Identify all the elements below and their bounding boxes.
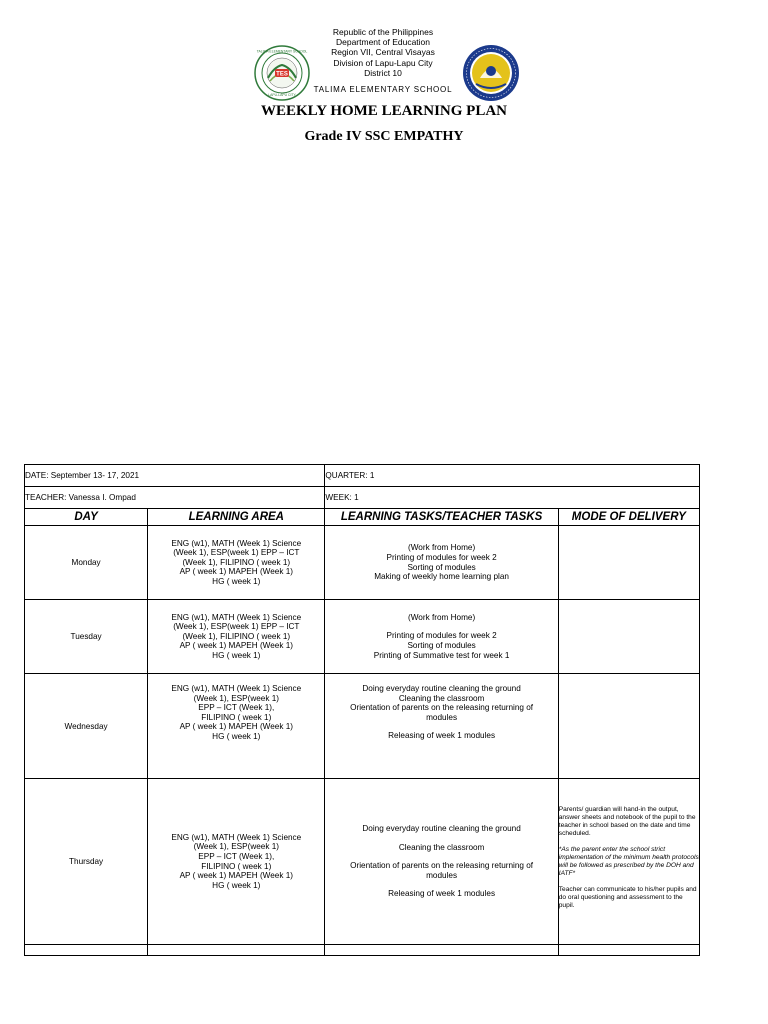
learning-tasks-cell [325, 600, 558, 674]
task-line: (Work from Home) [408, 543, 476, 553]
letterhead-line: Republic of the Philippines [332, 27, 434, 37]
task-line: Sorting of modules [407, 641, 476, 650]
task-line: modules [426, 870, 458, 880]
spacer [325, 722, 557, 731]
letterhead [0, 0, 768, 150]
letterhead-line: Region VII, Central Visayas [331, 47, 435, 58]
letterhead-line: District 10 [364, 67, 402, 78]
learning-area-line: AP ( week 1) MAPEH (Week 1) [179, 641, 294, 651]
school-name: TALIMA ELEMENTARY SCHOOL [313, 85, 453, 94]
letterhead-lines [300, 27, 466, 78]
learning-area-line: FILIPINO ( week 1) [201, 712, 272, 722]
week-cell: WEEK: 1 [325, 487, 700, 509]
day-cell: Monday [25, 526, 148, 600]
mode-of-delivery-cell [558, 674, 699, 779]
day-cell [25, 945, 148, 956]
learning-area-line: EPP – ICT (Week 1), [198, 703, 275, 713]
learning-area-line: EPP – ICT (Week 1), [198, 851, 275, 861]
column-header-learning-area: LEARNING AREA [148, 509, 325, 526]
spacer [325, 852, 557, 861]
division-seal-logo [462, 44, 520, 102]
task-line: Cleaning the classroom [398, 693, 485, 703]
task-line: Doing everyday routine cleaning the ground [362, 684, 521, 693]
task-line: Printing of modules for week 2 [386, 631, 497, 641]
learning-area-line: FILIPINO ( week 1) [201, 861, 272, 871]
learning-area-line: (Week 1), ESP(week 1) [193, 842, 279, 852]
learning-area-line: HG ( week 1) [212, 731, 261, 741]
learning-tasks-cell [325, 779, 558, 945]
learning-tasks-cell [325, 674, 558, 779]
learning-area-line: ENG (w1), MATH (Week 1) Science [171, 684, 302, 693]
table-row-monday [25, 526, 700, 600]
task-line: Cleaning the classroom [398, 842, 485, 852]
learning-area-line: HG ( week 1) [212, 576, 261, 586]
document-subtitle: Grade IV SSC EMPATHY [304, 129, 464, 144]
learning-area-cell [148, 945, 325, 956]
day-cell: Wednesday [25, 674, 148, 779]
quarter-cell: QUARTER: 1 [325, 465, 700, 487]
info-row-teacher [25, 487, 700, 509]
learning-tasks-cell [325, 526, 558, 600]
teacher-cell: TEACHER: Vanessa I. Ompad [25, 487, 325, 509]
seal-bottom-text: LAPU-LAPU CITY [268, 93, 296, 97]
column-header-day: DAY [25, 509, 148, 526]
table-row-partial [25, 945, 700, 956]
table-row-wednesday [25, 674, 700, 779]
learning-plan-table [24, 464, 700, 956]
task-line: Releasing of week 1 modules [388, 731, 496, 741]
learning-area-line: AP ( week 1) MAPEH (Week 1) [179, 722, 294, 732]
learning-area-cell [148, 779, 325, 945]
letterhead-line: Division of Lapu-Lapu City [333, 57, 433, 68]
learning-area-line: (Week 1), ESP(week 1) EPP – ICT [173, 622, 300, 632]
info-row-date [25, 465, 700, 487]
spacer [325, 834, 557, 843]
learning-area-line: (Week 1), FILIPINO ( week 1) [182, 557, 291, 567]
learning-tasks-cell [325, 945, 558, 956]
learning-area-line: ENG (w1), MATH (Week 1) Science [171, 612, 302, 622]
mode-of-delivery-cell [558, 600, 699, 674]
learning-area-cell [148, 526, 325, 600]
document-title: WEEKLY HOME LEARNING PLAN [260, 103, 507, 119]
mode-of-delivery-cell [558, 779, 699, 945]
task-line: Printing of modules for week 2 [386, 552, 497, 562]
mode-paragraph-health-protocol: *As the parent enter the school strict implementation of the minimum health protocols will be followed as prescribed by the DOH and IATF* [558, 845, 699, 877]
table-row-thursday [25, 779, 700, 945]
mode-paragraph: Parents/ guardian will hand-in the output, answer sheets and notebook of the pupil to the teacher in school based on the date and time scheduled. [558, 805, 696, 837]
seal-initials: TES [276, 71, 288, 78]
column-header-mode-of-delivery: MODE OF DELIVERY [558, 509, 699, 526]
learning-area-line: HG ( week 1) [212, 880, 261, 890]
task-line: Orientation of parents on the releasing returning of [350, 703, 534, 713]
letterhead-line: Department of Education [335, 37, 431, 48]
mode-of-delivery-cell [558, 526, 699, 600]
day-cell: Tuesday [25, 600, 148, 674]
learning-area-cell [148, 674, 325, 779]
date-cell: DATE: September 13- 17, 2021 [25, 465, 325, 487]
task-line: Orientation of parents on the releasing returning of [350, 861, 534, 871]
learning-area-line: AP ( week 1) MAPEH (Week 1) [179, 871, 294, 881]
learning-area-line: AP ( week 1) MAPEH (Week 1) [179, 567, 294, 577]
learning-area-line: HG ( week 1) [212, 650, 261, 660]
task-line: (Work from Home) [408, 612, 476, 622]
task-line: Doing everyday routine cleaning the ground [362, 824, 521, 834]
spacer [325, 880, 557, 889]
learning-area-line: ENG (w1), MATH (Week 1) Science [171, 832, 302, 842]
learning-area-cell [148, 600, 325, 674]
task-line: Sorting of modules [407, 562, 476, 572]
learning-area-line: (Week 1), ESP(week 1) [193, 693, 279, 703]
column-header-learning-tasks: LEARNING TASKS/TEACHER TASKS [325, 509, 558, 526]
spacer [325, 622, 557, 631]
seal-ring-text: TALIMA ELEMENTARY SCHOOL [256, 49, 308, 54]
task-line: modules [426, 712, 458, 722]
day-cell: Thursday [25, 779, 148, 945]
learning-area-line: ENG (w1), MATH (Week 1) Science [171, 538, 302, 548]
column-header-row [25, 509, 700, 526]
task-line: Making of weekly home learning plan [374, 572, 509, 582]
learning-area-line: (Week 1), ESP(week 1) EPP – ICT [173, 548, 300, 558]
table-row-tuesday [25, 600, 700, 674]
learning-area-line: (Week 1), FILIPINO ( week 1) [182, 631, 291, 641]
mode-of-delivery-cell [558, 945, 699, 956]
mode-paragraph: Teacher can communicate to his/her pupils and do oral questioning and assessment to the pupil. [558, 885, 697, 909]
task-line: Releasing of week 1 modules [388, 889, 496, 899]
task-line: Printing of Summative test for week 1 [373, 650, 510, 660]
